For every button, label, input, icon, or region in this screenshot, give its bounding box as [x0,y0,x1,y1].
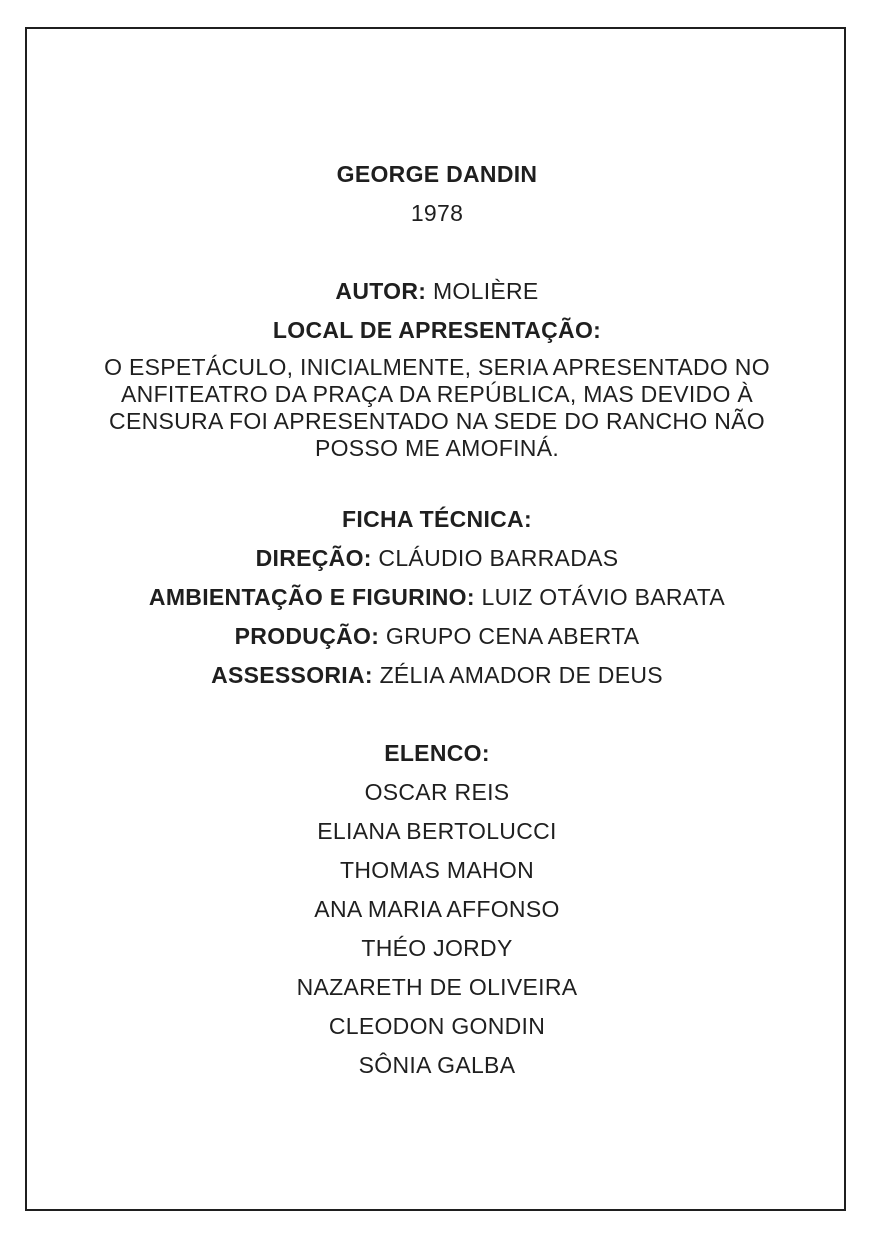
credit-label: DIREÇÃO: [255,545,372,571]
document-body [60,155,814,1085]
cast-member: ANA MARIA AFFONSO [314,896,560,922]
cast-member: THÉO JORDY [361,935,513,961]
credit-setting-costume [60,578,814,617]
credit-label: ASSESSORIA: [211,662,373,688]
cast-member: SÔNIA GALBA [358,1052,516,1078]
cast-member: THOMAS MAHON [340,857,534,883]
cast-member: NAZARETH DE OLIVEIRA [296,974,578,1000]
author-line [60,272,814,311]
venue-label: LOCAL DE APRESENTAÇÃO: [272,317,602,343]
credit-value: ZÉLIA AMADOR DE DEUS [379,662,663,688]
credit-label: AMBIENTAÇÃO E FIGURINO: [148,584,475,610]
credit-advisory [60,656,814,695]
credit-direction [60,539,814,578]
play-title: GEORGE DANDIN [336,161,538,187]
author-value: MOLIÈRE [432,278,539,304]
cast-member: OSCAR REIS [364,779,510,805]
credits-heading: FICHA TÉCNICA: [342,506,532,532]
author-label: AUTOR: [335,278,427,304]
cast-member: ELIANA BERTOLUCCI [317,818,557,844]
credit-label: PRODUÇÃO: [234,623,380,649]
credit-value: LUIZ OTÁVIO BARATA [481,584,726,610]
play-year: 1978 [410,200,464,226]
cast-heading: ELENCO: [384,740,490,766]
venue-description: O ESPETÁCULO, INICIALMENTE, SERIA APRESENTADO NO ANFITEATRO DA PRAÇA DA REPÚBLICA, MAS DEVIDO À CENSURA FOI APRESENTADO NA SEDE DO RANCHO NÃO POSSO ME AMOFINÁ. [104,354,770,461]
credit-value: GRUPO CENA ABERTA [385,623,640,649]
credit-value: CLÁUDIO BARRADAS [378,545,619,571]
cast-member: CLEODON GONDIN [328,1013,546,1039]
credit-production [60,617,814,656]
